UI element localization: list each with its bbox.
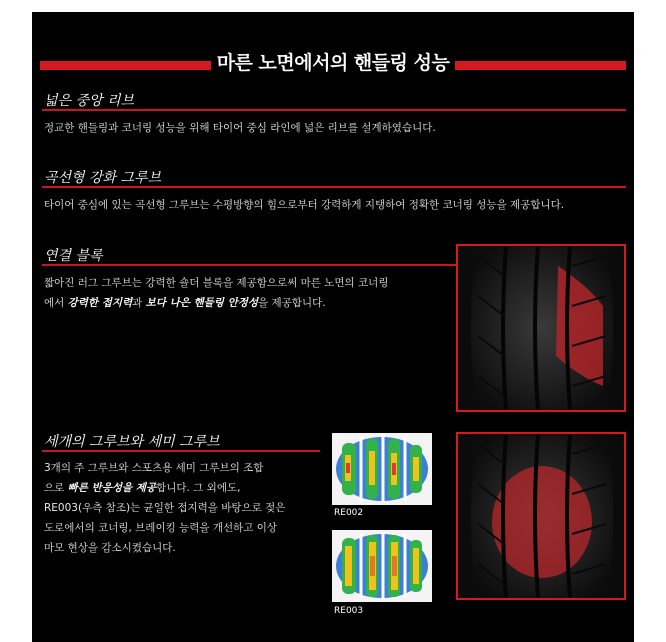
- tire-image-three-grooves: [456, 432, 626, 600]
- page-title: 마른 노면에서의 핸들링 성능: [211, 52, 456, 74]
- emphasis-stability: 보다 나은 핸들링 안정성: [145, 297, 259, 309]
- section-body-three-grooves: 3개의 주 그루브와 스포츠용 세미 그루브의 조합 으로 빠른 반응성을 제공합니다. 그 외에도, RE003(우측 참조)는 균일한 접지력을 바탕으로 젖은 도로에서의 코너링, 브레이킹 능력을 개선하고 이상 마모 현상을 감소시켰습니다.: [44, 462, 286, 554]
- section-divider: [42, 264, 458, 266]
- tire-image-connected-block: [456, 244, 626, 412]
- footprint-image-re002: [332, 433, 432, 505]
- footprint-label-re002: RE002: [334, 508, 364, 518]
- footprint-label-re003: RE003: [334, 606, 364, 616]
- footprint-image-re003: [332, 530, 432, 602]
- section-heading-connected-block: 연결 블록: [44, 248, 103, 264]
- section-body-connected-block: 짧아진 러그 그루브는 강력한 숄더 블록을 제공함으로써 마른 노면의 코너링 에서 강력한 접지력과 보다 나은 핸들링 안정성을 제공합니다.: [44, 277, 389, 309]
- emphasis-response: 빠른 반응성을 제공: [67, 482, 157, 494]
- section-divider: [42, 109, 626, 111]
- feature-panel: [32, 12, 634, 642]
- emphasis-grip: 강력한 접지력: [67, 297, 133, 309]
- section-body-curved-groove: 타이어 중심에 있는 곡선형 그루브는 수평방향의 힘으로부터 강력하게 지탱하여 정확한 코너링 성능을 제공합니다.: [44, 199, 565, 211]
- section-heading-curved-groove: 곡선형 강화 그루브: [44, 170, 162, 186]
- section-divider: [42, 450, 320, 452]
- section-divider: [42, 186, 626, 188]
- section-body-wide-rib: 정교한 핸들링과 코너링 성능을 위해 타이어 중심 라인에 넓은 리브를 설계하였습니다.: [44, 122, 436, 134]
- section-heading-three-grooves: 세개의 그루브와 세미 그루브: [44, 434, 220, 450]
- title-banner: [32, 48, 634, 78]
- section-heading-wide-rib: 넓은 중앙 리브: [44, 93, 135, 109]
